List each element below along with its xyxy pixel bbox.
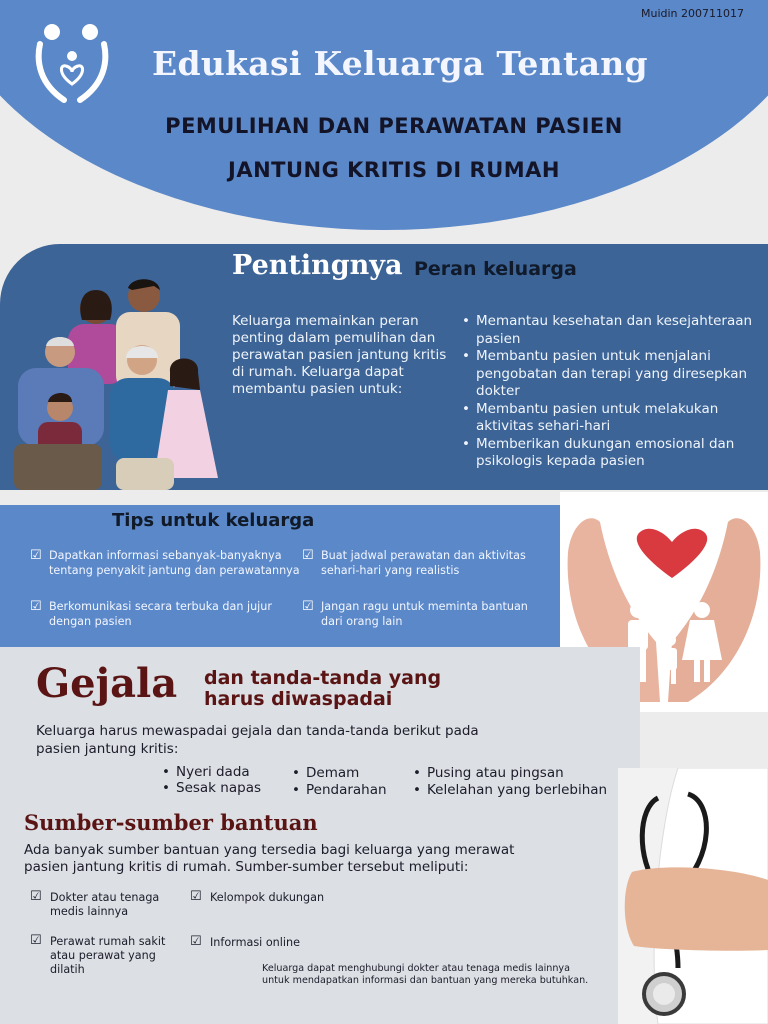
- symptom-item: • Sesak napas: [162, 780, 261, 796]
- family-photo: [4, 268, 238, 490]
- tip-item: [302, 549, 541, 578]
- symptoms-title: Gejala: [36, 660, 178, 707]
- checkmark-icon: ☑: [30, 548, 42, 563]
- symptom-item: • Kelelahan yang berlebihan: [413, 782, 607, 798]
- symptom-item: • Nyeri dada: [162, 764, 250, 780]
- resource-text: Perawat rumah sakit atau perawat yang dilatih: [50, 935, 166, 976]
- author-label: Muidin 200711017: [640, 7, 744, 20]
- checkmark-icon: ☑: [302, 599, 314, 614]
- tip-item: [30, 600, 305, 629]
- checkmark-icon: ☑: [190, 889, 202, 904]
- importance-subtitle: Peran keluarga: [414, 258, 577, 280]
- tip-text: Jangan ragu untuk meminta bantuan dari orang lain: [321, 600, 528, 628]
- importance-title: Pentingnya: [232, 250, 403, 281]
- symptoms-subtitle: dan tanda-tanda yang harus diwaspadai: [204, 667, 442, 710]
- family-heart-logo-icon: [34, 22, 110, 106]
- resources-paragraph: Ada banyak sumber bantuan yang tersedia bagi keluarga yang merawat pasien jantung kritis di rumah. Sumber-sumber tersebut meliputi:: [24, 842, 515, 875]
- resources-title: Sumber-sumber bantuan: [24, 810, 318, 835]
- tips-title: Tips untuk keluarga: [112, 510, 315, 531]
- resource-item: [190, 936, 370, 950]
- resource-item: [190, 891, 370, 905]
- symptom-item: • Pendarahan: [292, 782, 387, 798]
- symptom-item: • Demam: [292, 765, 359, 781]
- importance-list: [462, 313, 758, 471]
- resource-text: Dokter atau tenaga medis lainnya: [50, 891, 160, 918]
- resource-item: [30, 935, 190, 977]
- header-title: Edukasi Keluarga Tentang: [152, 44, 648, 83]
- header-subtitle-line1: PEMULIHAN DAN PERAWATAN PASIEN: [165, 114, 623, 138]
- doctor-stethoscope-photo: [618, 768, 768, 1024]
- list-item: • Membantu pasien untuk menjalani pengobatan dan terapi yang diresepkan dokter: [462, 348, 758, 401]
- tip-item: [302, 600, 541, 629]
- header-subtitle-line2: JANTUNG KRITIS DI RUMAH: [228, 158, 560, 182]
- contact-note: Keluarga dapat menghubungi dokter atau tenaga medis lainnya untuk mendapatkan informasi dan bantuan yang mereka butuhkan.: [262, 963, 589, 986]
- resource-text: Kelompok dukungan: [210, 891, 325, 904]
- list-item: • Memantau kesehatan dan kesejahteraan pasien: [462, 313, 758, 348]
- resource-item: [30, 891, 190, 919]
- checkmark-icon: ☑: [190, 934, 202, 949]
- tip-item: [30, 549, 305, 578]
- symptom-item: • Pusing atau pingsan: [413, 765, 564, 781]
- checkmark-icon: ☑: [30, 889, 42, 904]
- tip-text: Buat jadwal perawatan dan aktivitas sehari-hari yang realistis: [321, 549, 526, 577]
- resource-text: Informasi online: [210, 936, 300, 949]
- list-item: • Memberikan dukungan emosional dan psikologis kepada pasien: [462, 436, 758, 471]
- checkmark-icon: ☑: [302, 548, 314, 563]
- checkmark-icon: ☑: [30, 599, 42, 614]
- list-item: • Membantu pasien untuk melakukan aktivitas sehari-hari: [462, 401, 758, 436]
- checkmark-icon: ☑: [30, 933, 42, 948]
- tip-text: Berkomunikasi secara terbuka dan jujur dengan pasien: [49, 600, 272, 628]
- importance-paragraph: Keluarga memainkan peran penting dalam pemulihan dan perawatan pasien jantung kritis di rumah. Keluarga dapat membantu pasien untuk:: [232, 313, 447, 397]
- symptoms-paragraph: Keluarga harus mewaspadai gejala dan tanda-tanda berikut pada pasien jantung kritis:: [36, 723, 479, 757]
- tip-text: Dapatkan informasi sebanyak-banyaknya tentang penyakit jantung dan perawatannya: [49, 549, 300, 577]
